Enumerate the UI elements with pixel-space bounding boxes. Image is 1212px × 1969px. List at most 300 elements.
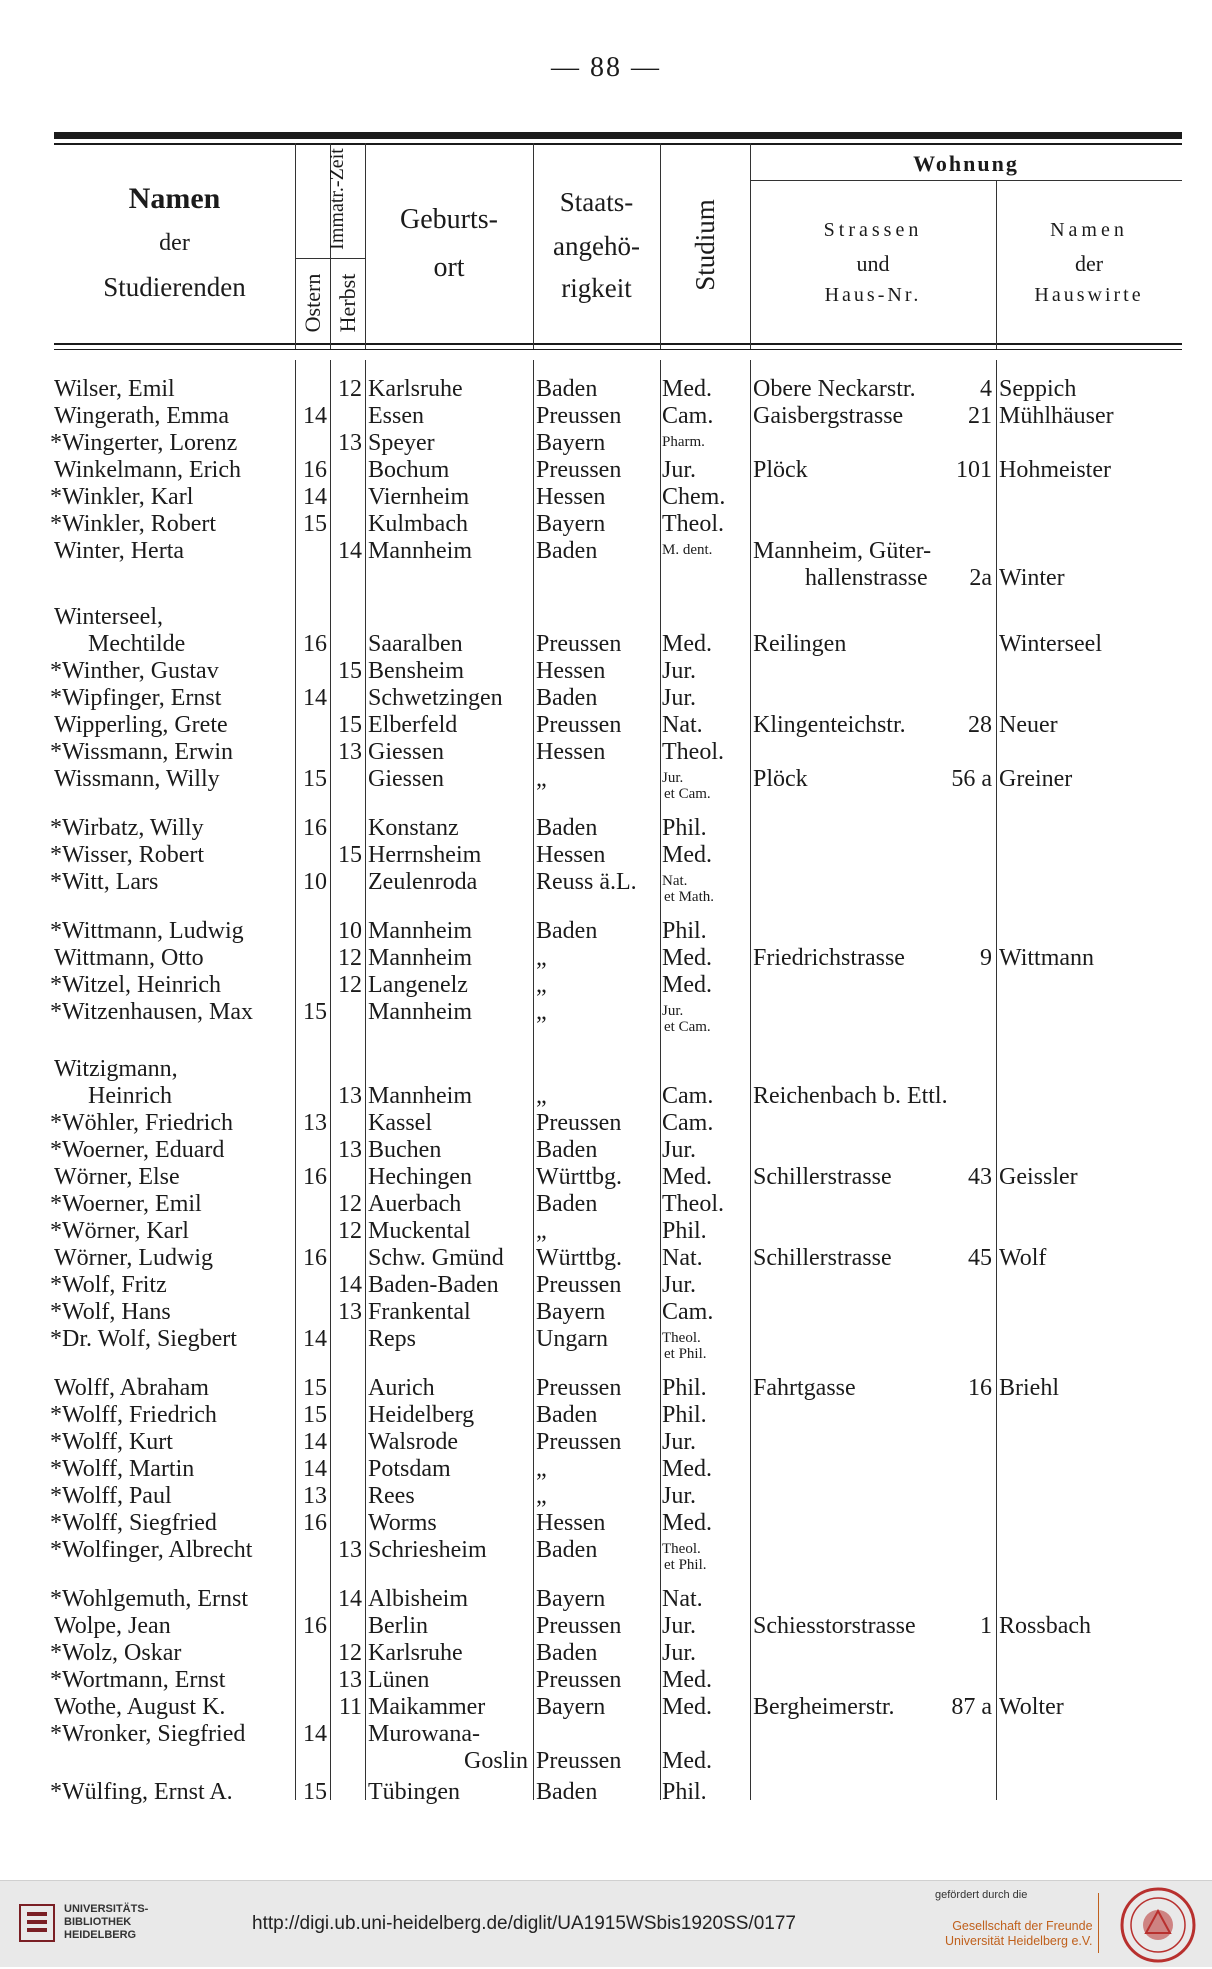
ostern-year: 14 [303,685,327,711]
birth-place: Bensheim [368,658,464,684]
field-of-study: Phil. [662,918,707,944]
table-row [0,1056,1212,1083]
nationality: Baden [536,1137,598,1163]
footer-divider [1098,1893,1099,1953]
birth-place: Albisheim [368,1586,468,1612]
table-row [0,739,1212,766]
table-row [0,972,1212,999]
student-name: Mechtilde [88,631,186,657]
house-number: 101 [956,457,992,483]
header-bottom-rule-2 [54,349,1182,350]
top-thick-rule [54,132,1182,139]
sponsor-name [945,1919,1093,1949]
nationality: „ [536,1218,547,1244]
student-name: *Winkler, Karl [50,484,194,510]
house-number: 43 [968,1164,992,1190]
house-number: 1 [980,1613,992,1639]
header-der: der [159,230,190,256]
birth-place: Kulmbach [368,511,468,537]
birth-place: Berlin [368,1613,428,1639]
student-name: Wolff, Abraham [54,1375,209,1401]
student-name: Winter, Herta [54,538,185,564]
nationality: Baden [536,1779,598,1805]
field-of-study: Jur. [662,770,684,786]
birth-place: Giessen [368,766,444,792]
field-of-study: Nat. [662,1245,703,1271]
street: Plöck [753,457,808,483]
landlord: Wolter [999,1694,1064,1720]
wohnung-rule [750,180,1182,181]
ostern-year: 15 [303,1402,327,1428]
field-of-study: Jur. [662,1483,697,1509]
table-row [0,565,1212,592]
header-bottom-rule [54,343,1182,345]
student-name: *Wolf, Hans [50,1299,171,1325]
birth-place: Lünen [368,1667,430,1693]
field-of-study-continued: et Math. [664,889,714,905]
herbst-year: 12 [338,972,362,998]
student-name: *Wolff, Siegfried [50,1510,217,1536]
street: Friedrichstrasse [753,945,905,971]
table-row [0,869,1212,905]
student-name: Wittmann, Otto [54,945,204,971]
table-row [0,1083,1212,1110]
ostern-year: 13 [303,1483,327,1509]
landlord: Mühlhäuser [999,403,1114,429]
page-number: — 88 — [551,52,661,83]
nationality: Hessen [536,842,606,868]
student-name: Witzigmann, [54,1056,178,1082]
nationality: Preussen [536,1429,622,1455]
field-of-study: Theol. [662,1541,701,1557]
table-row [0,712,1212,739]
ostern-year: 16 [303,1245,327,1271]
field-of-study: Jur. [662,457,697,483]
field-of-study-continued: et Phil. [664,1557,707,1573]
nationality: Preussen [536,1375,622,1401]
ostern-year: 15 [303,1375,327,1401]
header-hauswirte-3: Hauswirte [1034,284,1144,306]
birth-place: Frankental [368,1299,471,1325]
field-of-study: Jur. [662,1272,697,1298]
nationality: Bayern [536,511,606,537]
birth-place: Hechingen [368,1164,472,1190]
herbst-year: 12 [338,1640,362,1666]
nationality: Württbg. [536,1245,622,1271]
birth-place: Mannheim [368,945,472,971]
header-staat-3: rigkeit [561,273,632,303]
house-number: 28 [968,712,992,738]
nationality: Baden [536,685,598,711]
field-of-study: Jur. [662,1003,684,1019]
student-name: *Winkler, Robert [50,511,217,537]
student-name: Wipperling, Grete [54,712,228,738]
birth-place: Muckental [368,1218,471,1244]
birth-place: Schwetzingen [368,685,503,711]
nationality: Preussen [536,1272,622,1298]
street: Gaisbergstrasse [753,403,904,429]
house-number: 16 [968,1375,992,1401]
field-of-study: Jur. [662,1429,697,1455]
table-row [0,484,1212,511]
table-row [0,999,1212,1035]
student-name: *Witzenhausen, Max [50,999,253,1025]
field-of-study: Med. [662,1456,712,1482]
herbst-year: 14 [338,1272,362,1298]
nationality: Bayern [536,1694,606,1720]
herbst-year: 13 [338,430,362,456]
field-of-study: Cam. [662,1299,714,1325]
student-name: *Witzel, Heinrich [50,972,221,998]
birth-place: Potsdam [368,1456,451,1482]
street: Obere Neckarstr. [753,376,916,402]
street: Bergheimerstr. [753,1694,895,1720]
student-name: *Wolff, Paul [50,1483,172,1509]
nationality: Preussen [536,631,622,657]
header-namen: Namen [128,182,221,215]
nationality: Preussen [536,1613,622,1639]
table-row [0,1137,1212,1164]
landlord: Briehl [999,1375,1059,1401]
nationality: Bayern [536,430,606,456]
student-name: *Wittmann, Ludwig [50,918,244,944]
landlord: Greiner [999,766,1073,792]
herbst-year: 15 [338,712,362,738]
sponsor-line-1: Gesellschaft der Freunde [952,1919,1093,1933]
table-row [0,1586,1212,1613]
field-of-study: Med. [662,1694,712,1720]
landlord: Hohmeister [999,457,1111,483]
student-name: *Woerner, Eduard [50,1137,225,1163]
student-name: Wingerath, Emma [54,403,229,429]
ostern-year: 16 [303,457,327,483]
header-strassen-3: Haus-Nr. [824,284,922,306]
field-of-study: Cam. [662,1110,714,1136]
field-of-study: Chem. [662,484,726,510]
nationality: Baden [536,538,598,564]
field-of-study: Phil. [662,1402,707,1428]
ostern-year: 15 [303,999,327,1025]
table-row [0,766,1212,802]
field-of-study: Theol. [662,1191,724,1217]
birth-place: Mannheim [368,1083,472,1109]
nationality: Württbg. [536,1164,622,1190]
birth-place: Heidelberg [368,1402,475,1428]
table-row [0,1613,1212,1640]
student-name: *Wronker, Siegfried [50,1721,246,1747]
ostern-year: 13 [303,1110,327,1136]
birth-place: Karlsruhe [368,376,463,402]
street: Reilingen [753,631,847,657]
header-ostern: Ostern [300,273,325,333]
table-row [0,1429,1212,1456]
ostern-year: 15 [303,766,327,792]
field-of-study: Med. [662,376,712,402]
table-row [0,1191,1212,1218]
header-immatr-zeit: Immatr.-Zeit [326,148,348,250]
table-row [0,1245,1212,1272]
ostern-year: 15 [303,511,327,537]
student-name: *Wohlgemuth, Ernst [50,1586,249,1612]
street: Mannheim, Güter- [753,538,932,564]
header-strassen-2: und [856,251,890,276]
field-of-study: Jur. [662,1613,697,1639]
header-staat-2: angehö- [553,231,640,261]
field-of-study: Nat. [662,712,703,738]
herbst-year: 13 [338,1537,362,1563]
header-studierenden: Studierenden [103,272,246,302]
table-row [0,604,1212,631]
ostern-year: 14 [303,1326,327,1352]
field-of-study: Med. [662,1510,712,1536]
birth-place: Tübingen [368,1779,460,1805]
table-row [0,631,1212,658]
herbst-year: 13 [338,1299,362,1325]
herbst-year: 13 [338,1137,362,1163]
header-geburtsort-1: Geburts- [400,204,498,235]
birth-place: Konstanz [368,815,459,841]
birth-place: Rees [368,1483,415,1509]
university-seal-icon [1118,1885,1198,1965]
nationality: „ [536,1483,547,1509]
table-row [0,538,1212,565]
nationality: Preussen [536,712,622,738]
birth-place: Reps [368,1326,416,1352]
nationality: Hessen [536,658,606,684]
header-strassen-1: Strassen [823,219,923,241]
nationality: „ [536,1456,547,1482]
house-number: 4 [980,376,992,402]
field-of-study: Cam. [662,403,714,429]
nationality: Hessen [536,484,606,510]
herbst-year: 14 [338,538,362,564]
sponsor-line-2: Universität Heidelberg e.V. [945,1934,1093,1948]
birth-place: Schriesheim [368,1537,487,1563]
table-row [0,511,1212,538]
herbst-year: 15 [338,658,362,684]
birth-place: Walsrode [368,1429,459,1455]
table-row [0,945,1212,972]
student-name: *Wolz, Oskar [50,1640,182,1666]
university-seal [1118,1885,1198,1969]
table-row [0,815,1212,842]
student-name: Winkelmann, Erich [54,457,241,483]
student-name: Winterseel, [54,604,163,630]
ostern-year: 16 [303,1164,327,1190]
table-row [0,658,1212,685]
field-of-study: Med. [662,842,712,868]
nationality: Preussen [536,457,622,483]
birth-place: Viernheim [368,484,470,510]
header-hauswirte-2: der [1074,251,1104,276]
table-row [0,1299,1212,1326]
student-name: *Wülfing, Ernst A. [50,1779,233,1805]
student-name: *Wöhler, Friedrich [50,1110,233,1136]
ostern-year: 14 [303,1429,327,1455]
nationality: Bayern [536,1586,606,1612]
student-name: *Wisser, Robert [50,842,205,868]
nationality: Preussen [536,403,622,429]
herbst-year: 12 [338,1191,362,1217]
student-name: *Wortmann, Ernst [50,1667,226,1693]
immatr-rule [295,258,365,259]
herbst-year: 12 [338,945,362,971]
street: Plöck [753,766,808,792]
col-divider-herbst [365,143,366,349]
field-of-study: Theol. [662,1330,701,1346]
street: Schillerstrasse [753,1164,892,1190]
nationality: Baden [536,376,598,402]
field-of-study: Phil. [662,815,707,841]
student-name: *Wolf, Fritz [50,1272,167,1298]
nationality: Baden [536,918,598,944]
nationality: Baden [536,1640,598,1666]
student-name: *Wipfinger, Ernst [50,685,222,711]
herbst-year: 10 [338,918,362,944]
birth-place: Schw. Gmünd [368,1245,504,1271]
nationality: Hessen [536,739,606,765]
ostern-year: 16 [303,1613,327,1639]
table-row [0,1537,1212,1573]
nationality: „ [536,945,547,971]
student-name: *Winther, Gustav [50,658,219,684]
landlord: Wolf [999,1245,1047,1271]
header-staat-1: Staats- [559,187,634,217]
nationality: Baden [536,815,598,841]
table-row [0,918,1212,945]
birth-place: Mannheim [368,999,472,1025]
field-of-study: Med. [662,945,712,971]
street: Fahrtgasse [753,1375,856,1401]
student-name: Heinrich [88,1083,172,1109]
field-of-study: Jur. [662,685,697,711]
nationality: Baden [536,1191,598,1217]
student-name: Wörner, Ludwig [54,1245,213,1271]
student-name: Wilser, Emil [54,376,175,402]
nationality: „ [536,766,547,792]
table-row [0,457,1212,484]
herbst-year: 13 [338,739,362,765]
ostern-year: 15 [303,1779,327,1805]
house-number: 87 a [951,1694,992,1720]
table-row [0,1667,1212,1694]
birth-place: Auerbach [368,1191,462,1217]
library-line-1: UNIVERSITÄTS- [64,1903,149,1915]
street: hallenstrasse [805,565,928,591]
birth-place: Worms [368,1510,437,1536]
field-of-study: Med. [662,1667,712,1693]
birth-place: Karlsruhe [368,1640,463,1666]
birth-place: Mannheim [368,538,472,564]
house-number: 56 a [951,766,992,792]
field-of-study: Pharm. [662,434,705,450]
street: Reichenbach b. Ettl. [753,1083,948,1109]
birth-place: Langenelz [368,972,468,998]
table-row [0,685,1212,712]
table-row [0,1456,1212,1483]
student-name: Wörner, Else [54,1164,180,1190]
nationality: Preussen [536,1748,622,1774]
nationality: Preussen [536,1667,622,1693]
student-name: *Wingerter, Lorenz [50,430,238,456]
birth-place: Goslin [463,1748,528,1774]
student-name: *Witt, Lars [50,869,159,895]
birth-place: Elberfeld [368,712,458,738]
table-row [0,1748,1212,1775]
library-line-2: BIBLIOTHEK [64,1916,132,1928]
digitization-url-link[interactable]: http://digi.ub.uni-heidelberg.de/diglit/UA1915WSbis1920SS/0177 [252,1913,796,1934]
field-of-study: Jur. [662,1640,697,1666]
field-of-study: Phil. [662,1218,707,1244]
herbst-year: 12 [338,1218,362,1244]
top-thin-rule [54,143,1182,145]
nationality: „ [536,999,547,1025]
herbst-year: 14 [338,1586,362,1612]
landlord: Winter [999,565,1065,591]
table-row [0,1272,1212,1299]
landlord: Seppich [999,376,1077,402]
nationality: Ungarn [536,1326,608,1352]
student-name: *Wissmann, Erwin [50,739,234,765]
field-of-study: Theol. [662,511,724,537]
table-row [0,1218,1212,1245]
street: Klingenteichstr. [753,712,906,738]
nationality: Baden [536,1402,598,1428]
birth-place: Mannheim [368,918,472,944]
student-name: Wolpe, Jean [54,1613,171,1639]
birth-place: Aurich [368,1375,435,1401]
table-row [0,1326,1212,1362]
ostern-year: 10 [303,869,327,895]
field-of-study: Phil. [662,1375,707,1401]
library-line-3: HEIDELBERG [64,1929,137,1941]
birth-place: Baden-Baden [368,1272,499,1298]
nationality: Bayern [536,1299,606,1325]
house-number: 2a [969,565,992,591]
student-name: Wissmann, Willy [54,766,220,792]
birth-place: Maikammer [368,1694,486,1720]
landlord: Wittmann [999,945,1095,971]
field-of-study: M. dent. [662,542,713,558]
table-row [0,1694,1212,1721]
birth-place: Bochum [368,457,450,483]
table-row [0,1164,1212,1191]
landlord: Winterseel [999,631,1102,657]
table-row [0,376,1212,403]
table-row [0,842,1212,869]
nationality: Reuss ä.L. [536,869,637,895]
student-name: *Wörner, Karl [50,1218,189,1244]
header-geburtsort-2: ort [433,252,465,283]
field-of-study-continued: et Cam. [664,786,711,802]
col-divider-name [295,143,296,349]
nationality: „ [536,1083,547,1109]
field-of-study: Phil. [662,1779,707,1805]
herbst-year: 13 [338,1667,362,1693]
student-name: *Dr. Wolf, Siegbert [50,1326,237,1352]
col-divider-staat [660,143,661,349]
ostern-year: 16 [303,815,327,841]
field-of-study: Theol. [662,739,724,765]
student-name: *Woerner, Emil [50,1191,202,1217]
table-row [0,1375,1212,1402]
birth-place: Giessen [368,739,444,765]
header-wohnung: Wohnung [913,151,1019,176]
field-of-study: Nat. [662,1586,703,1612]
landlord: Neuer [999,712,1058,738]
birth-place: Kassel [368,1110,432,1136]
field-of-study: Cam. [662,1083,714,1109]
